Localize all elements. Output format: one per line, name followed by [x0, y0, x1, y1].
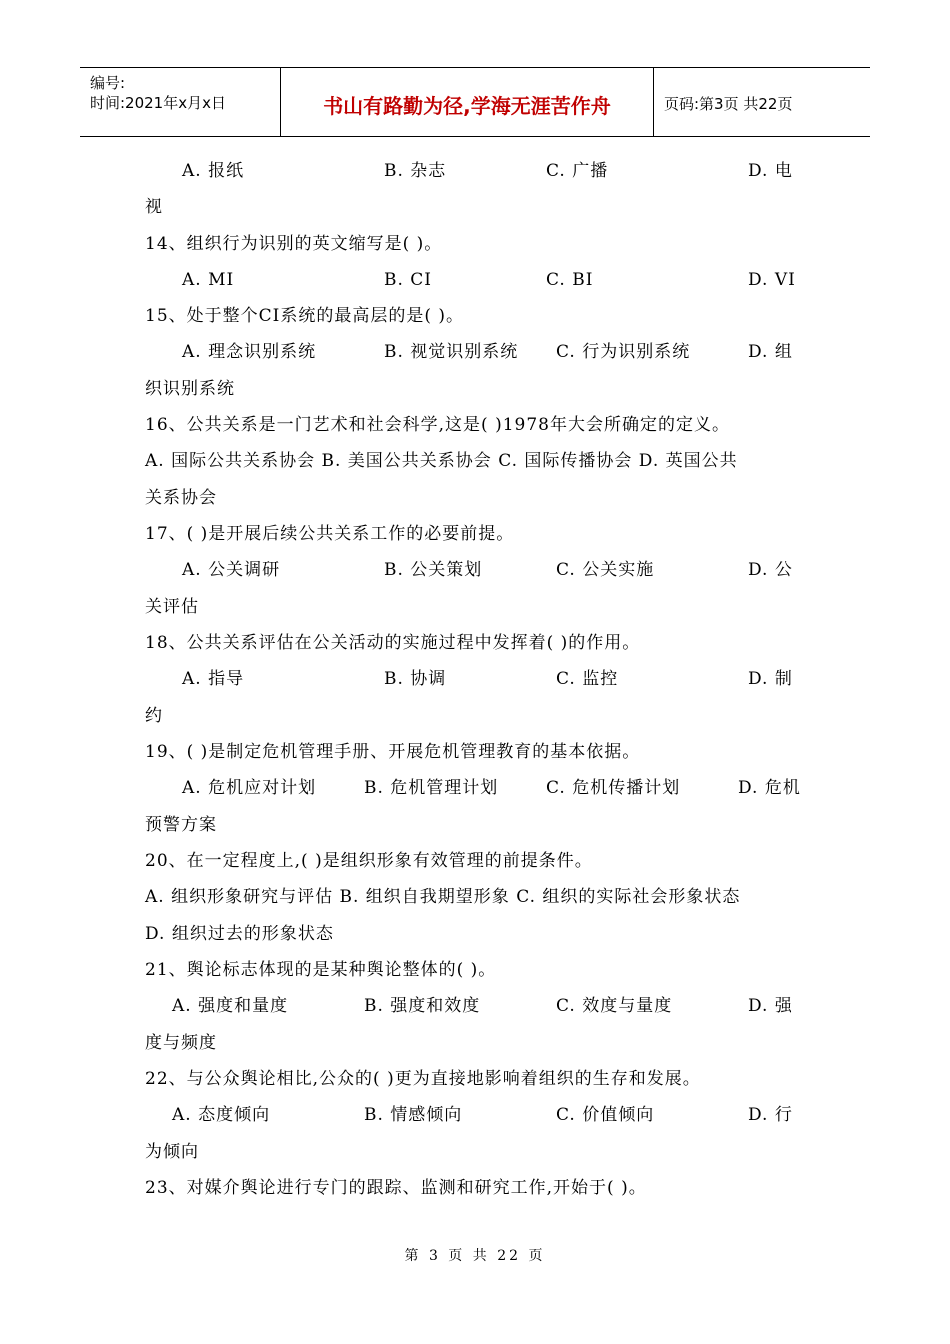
header-meta — [80, 68, 281, 136]
q14-option-c: C. BI — [546, 270, 594, 290]
q22-option-c: C. 价值倾向 — [556, 1105, 655, 1125]
q13-option-c: C. 广播 — [546, 161, 609, 181]
q21-option-c: C. 效度与量度 — [556, 996, 673, 1016]
q19-option-a: A. 危机应对计划 — [182, 778, 317, 798]
q17-wrap: 关评估 — [145, 597, 199, 617]
q22-option-a: A. 态度倾向 — [172, 1105, 271, 1125]
q14-option-d: D. VI — [748, 270, 796, 290]
q13-wrap: 视 — [145, 197, 163, 217]
q17-stem: 17、( )是开展后续公共关系工作的必要前提。 — [145, 524, 515, 544]
q15-wrap: 织识别系统 — [145, 379, 235, 399]
page-info: 页码:第3页 共22页 — [664, 95, 793, 113]
page-footer: 第 3 页 共 22 页 — [404, 1248, 546, 1264]
q21-option-a: A. 强度和量度 — [172, 996, 289, 1016]
q13-option-b: B. 杂志 — [384, 161, 447, 181]
q19-option-d: D. 危机 — [738, 778, 801, 798]
q13-option-a: A. 报纸 — [182, 161, 245, 181]
q20-stem: 20、在一定程度上,( )是组织形象有效管理的前提条件。 — [145, 851, 593, 871]
q13-option-d: D. 电 — [748, 161, 793, 181]
q16-wrap: 关系协会 — [145, 488, 217, 508]
q18-option-c: C. 监控 — [556, 669, 619, 689]
q22-option-b: B. 情感倾向 — [364, 1105, 463, 1125]
q17-option-a: A. 公关调研 — [182, 560, 281, 580]
q18-stem: 18、公共关系评估在公关活动的实施过程中发挥着( )的作用。 — [145, 633, 641, 653]
q21-option-b: B. 强度和效度 — [364, 996, 481, 1016]
q18-option-a: A. 指导 — [182, 669, 245, 689]
q19-option-c: C. 危机传播计划 — [546, 778, 681, 798]
q15-option-b: B. 视觉识别系统 — [384, 342, 519, 362]
q17-option-b: B. 公关策划 — [384, 560, 483, 580]
q21-wrap: 度与频度 — [145, 1033, 217, 1053]
q17-option-c: C. 公关实施 — [556, 560, 655, 580]
q23-stem: 23、对媒介舆论进行专门的跟踪、监测和研究工作,开始于( )。 — [145, 1178, 647, 1198]
q14-stem: 14、组织行为识别的英文缩写是( )。 — [145, 234, 443, 254]
q16-stem: 16、公共关系是一门艺术和社会科学,这是( )1978年大会所确定的定义。 — [145, 415, 730, 435]
q20-wrap: D. 组织过去的形象状态 — [145, 924, 334, 944]
q15-stem: 15、处于整个CI系统的最高层的是( )。 — [145, 306, 465, 326]
q20-options: A. 组织形象研究与评估 B. 组织自我期望形象 C. 组织的实际社会形象状态 — [145, 887, 741, 907]
q19-option-b: B. 危机管理计划 — [364, 778, 499, 798]
q19-wrap: 预警方案 — [145, 815, 217, 835]
q22-stem: 22、与公众舆论相比,公众的( )更为直接地影响着组织的生存和发展。 — [145, 1069, 701, 1089]
q14-option-a: A. MI — [182, 270, 235, 290]
q17-option-d: D. 公 — [748, 560, 793, 580]
q16-options: A. 国际公共关系协会 B. 美国公共关系协会 C. 国际传播协会 D. 英国公共 — [145, 451, 738, 471]
q19-stem: 19、( )是制定危机管理手册、开展危机管理教育的基本依据。 — [145, 742, 641, 762]
q15-option-a: A. 理念识别系统 — [182, 342, 317, 362]
motto: 书山有路勤为径,学海无涯苦作舟 — [323, 94, 611, 118]
header-page-cell — [654, 68, 870, 136]
q18-option-b: B. 协调 — [384, 669, 447, 689]
q22-wrap: 为倾向 — [145, 1142, 199, 1162]
q15-option-c: C. 行为识别系统 — [556, 342, 691, 362]
header-motto-cell — [281, 68, 654, 136]
q22-option-d: D. 行 — [748, 1105, 793, 1125]
q15-option-d: D. 组 — [748, 342, 793, 362]
q18-option-d: D. 制 — [748, 669, 793, 689]
page-header — [80, 67, 870, 137]
q18-wrap: 约 — [145, 706, 163, 726]
q21-option-d: D. 强 — [748, 996, 793, 1016]
number-label: 编号: — [90, 74, 126, 92]
q21-stem: 21、舆论标志体现的是某种舆论整体的( )。 — [145, 960, 497, 980]
time-label: 时间:2021年x月x日 — [90, 94, 226, 112]
q14-option-b: B. CI — [384, 270, 433, 290]
